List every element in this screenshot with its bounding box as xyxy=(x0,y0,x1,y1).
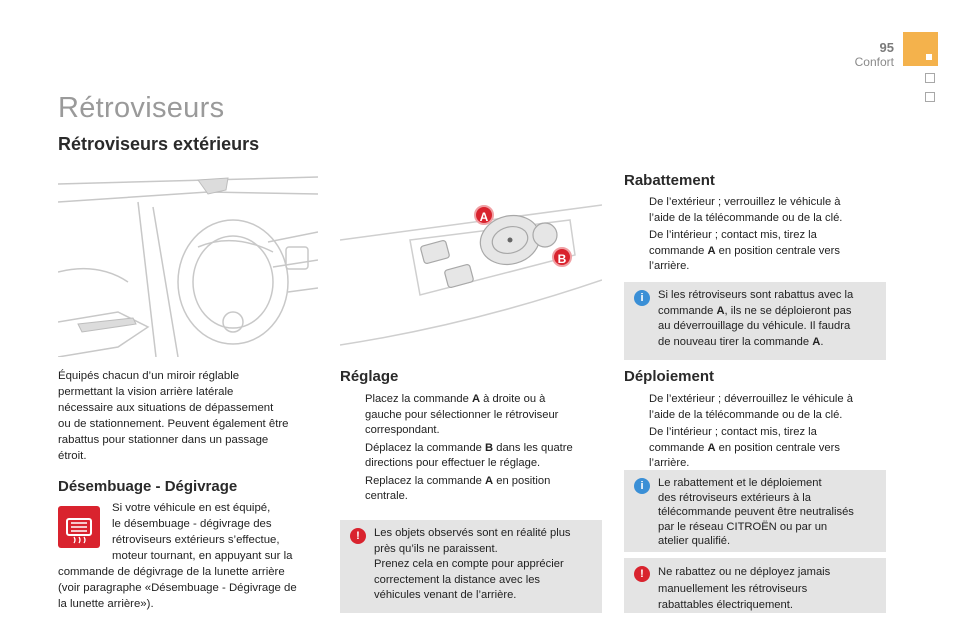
deploiement-heading: Déploiement xyxy=(624,368,715,385)
text-line: Équipés chacun d’un miroir réglable xyxy=(58,370,240,382)
label-b-badge: B xyxy=(552,247,572,267)
reglage-list xyxy=(340,392,602,507)
square-icon xyxy=(926,54,932,60)
desembuage-heading: Désembuage - Dégivrage xyxy=(58,478,238,495)
note-text: Si les rétroviseurs sont rabattus avec la commande A, ils ne se déploieront pas au déverrouillage du véhicule. Il faudra de nouveau tirer la commande A. xyxy=(658,289,854,348)
chapter-tab[interactable] xyxy=(925,92,935,102)
info-icon: i xyxy=(634,290,650,306)
list-item: Déplacez la commande B dans les quatre directions pour effectuer le réglage. xyxy=(365,441,573,469)
warning-icon: ! xyxy=(350,528,366,544)
list-item: Placez la commande A à droite ou à gauche pour sélectionner le rétroviseur correspondant. xyxy=(365,393,559,436)
deploiement-info-note xyxy=(624,470,886,552)
list-item: De l’intérieur ; contact mis, tirez la commande A en position centrale vers l’arrière. xyxy=(649,229,840,272)
list-item: De l’intérieur ; contact mis, tirez la commande A en position centrale vers l’arrière. xyxy=(649,426,840,469)
deploiement-warning-note xyxy=(624,558,886,613)
desembuage-text-indented xyxy=(112,500,322,564)
note-text: Le rabattement et le déploiement des rétroviseurs extérieurs à la télécommande peuvent être neutralisés par le réseau CITROËN ou par un atelier qualifié. xyxy=(658,477,854,548)
chapter-tab-active[interactable] xyxy=(903,32,938,66)
note-text: Ne rabattez ou ne déployez jamais manuellement les rétroviseurs rabattables électriquement. xyxy=(658,566,831,611)
section-name: Confort xyxy=(854,55,894,69)
dashboard-drawing xyxy=(58,172,318,357)
reglage-warning-note xyxy=(340,520,602,613)
text-line: permettant la vision arrière latérale xyxy=(58,386,234,398)
text-line: rabattus pour stationner dans un passage xyxy=(58,434,269,446)
rabattement-info-note xyxy=(624,282,886,360)
text-line: nécessaire aux situations de dépassement xyxy=(58,402,274,414)
label-a-badge: A xyxy=(474,205,494,225)
text-line: (voir paragraphe «Désembuage - Dégivrage de xyxy=(58,582,297,594)
list-item: De l’extérieur ; déverrouillez le véhicule à l’aide de la télécommande ou de la clé. xyxy=(649,393,853,421)
deploiement-list xyxy=(624,392,886,474)
text-line: le désembuage - dégivrage des xyxy=(112,518,272,530)
note-text: Les objets observés sont en réalité plus près qu’ils ne paraissent. Prenez cela en compte pour apprécier correctement la distance avec les véhicules venant de l’arrière. xyxy=(374,527,571,601)
desembuage-text xyxy=(58,564,323,612)
page-title: Rétroviseurs xyxy=(58,92,225,124)
warning-icon: ! xyxy=(634,566,650,582)
text-line: moteur tournant, en appuyant sur la xyxy=(112,550,293,562)
text-line: rétroviseurs extérieurs s’effectue, xyxy=(112,534,280,546)
section-title: Rétroviseurs extérieurs xyxy=(58,134,260,154)
text-line: ou de stationnement. Peuvent également être xyxy=(58,418,289,430)
door-controls-drawing xyxy=(340,195,602,360)
rear-defrost-icon xyxy=(58,506,100,548)
intro-paragraph xyxy=(58,368,323,464)
info-icon: i xyxy=(634,478,650,494)
text-line: étroit. xyxy=(58,450,87,462)
page-number: 95 xyxy=(879,40,894,55)
text-line: Si votre véhicule en est équipé, xyxy=(112,502,271,514)
rabattement-heading: Rabattement xyxy=(624,172,715,189)
list-item: De l’extérieur ; verrouillez le véhicule à l’aide de la télécommande ou de la clé. xyxy=(649,196,843,224)
rabattement-list xyxy=(624,195,886,277)
door-controls-illustration xyxy=(340,195,602,360)
dashboard-illustration xyxy=(58,172,318,357)
list-item: Replacez la commande A en position centrale. xyxy=(365,474,551,502)
chapter-tab[interactable] xyxy=(925,73,935,83)
text-line: commande de dégivrage de la lunette arrière xyxy=(58,566,285,578)
reglage-heading: Réglage xyxy=(340,368,399,385)
text-line: la lunette arrière»). xyxy=(58,598,154,610)
